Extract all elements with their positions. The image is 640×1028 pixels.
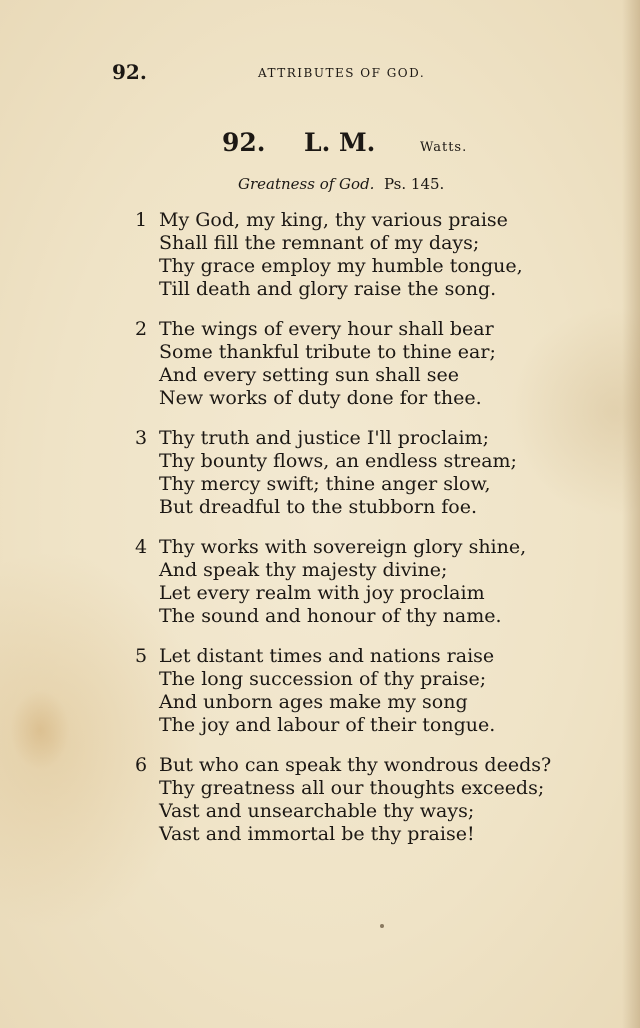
hymn-heading (0, 128, 640, 162)
verse-line: The wings of every hour shall bear (159, 318, 494, 340)
verse-line: But dreadful to the stubborn foe. (159, 496, 478, 518)
stanza-number: 3 (135, 427, 148, 449)
stanza-lines (159, 318, 496, 410)
verse-line: Till death and glory raise the song. (159, 278, 497, 300)
hymn-subtitle (238, 175, 444, 193)
verse-line: My God, my king, thy various praise (159, 209, 508, 231)
page-number: 92. (112, 60, 147, 84)
stanza (0, 208, 640, 317)
verse-line: Let every realm with joy proclaim (159, 582, 485, 604)
subtitle-reference: Ps. 145. (383, 175, 445, 193)
verse-line: And speak thy majesty divine; (159, 559, 448, 581)
verse-line: New works of duty done for thee. (159, 387, 482, 409)
verse-line: The sound and honour of thy name. (159, 605, 502, 627)
running-head: ATTRIBUTES OF GOD. (258, 66, 426, 80)
stanza-lines (159, 645, 495, 737)
hymn-number: 92. (222, 128, 266, 157)
verse-line: Thy bounty flows, an endless stream; (159, 450, 517, 472)
hymn-stanzas (0, 208, 640, 862)
stanza (0, 426, 640, 535)
verse-line: Thy mercy swift; thine anger slow, (159, 473, 491, 495)
verse-line: Vast and unsearchable thy ways; (159, 800, 475, 822)
stanza-number: 2 (135, 318, 148, 340)
stanza (0, 644, 640, 753)
stanza (0, 753, 640, 862)
printer-mark (380, 924, 384, 928)
hymn-meter: L. M. (304, 128, 376, 157)
stanza-lines (159, 427, 517, 519)
verse-line: Shall fill the remnant of my days; (159, 232, 480, 254)
verse-line: But who can speak thy wondrous deeds? (159, 754, 552, 776)
page-header (0, 60, 640, 86)
verse-line: Vast and immortal be thy praise! (159, 823, 475, 845)
stanza-number: 6 (135, 754, 148, 776)
verse-line: The long succession of thy praise; (159, 668, 487, 690)
verse-line: Thy greatness all our thoughts exceeds; (159, 777, 545, 799)
stanza-number: 1 (135, 209, 148, 231)
stanza-lines (159, 536, 526, 628)
stanza-number: 5 (135, 645, 148, 667)
verse-line: Thy grace employ my humble tongue, (159, 255, 523, 277)
stanza (0, 317, 640, 426)
verse-line: Let distant times and nations raise (159, 645, 495, 667)
verse-line: Thy truth and justice I'll proclaim; (159, 427, 489, 449)
stanza (0, 535, 640, 644)
verse-line: And unborn ages make my song (159, 691, 468, 713)
stanza-number: 4 (135, 536, 148, 558)
stanza-lines (159, 754, 551, 846)
verse-line: And every setting sun shall see (159, 364, 460, 386)
stanza-lines (159, 209, 523, 301)
subtitle-theme: Greatness of God. (238, 175, 375, 193)
verse-line: Some thankful tribute to thine ear; (159, 341, 496, 363)
verse-line: The joy and labour of their tongue. (159, 714, 496, 736)
hymn-author: Watts. (420, 140, 468, 155)
verse-line: Thy works with sovereign glory shine, (159, 536, 527, 558)
